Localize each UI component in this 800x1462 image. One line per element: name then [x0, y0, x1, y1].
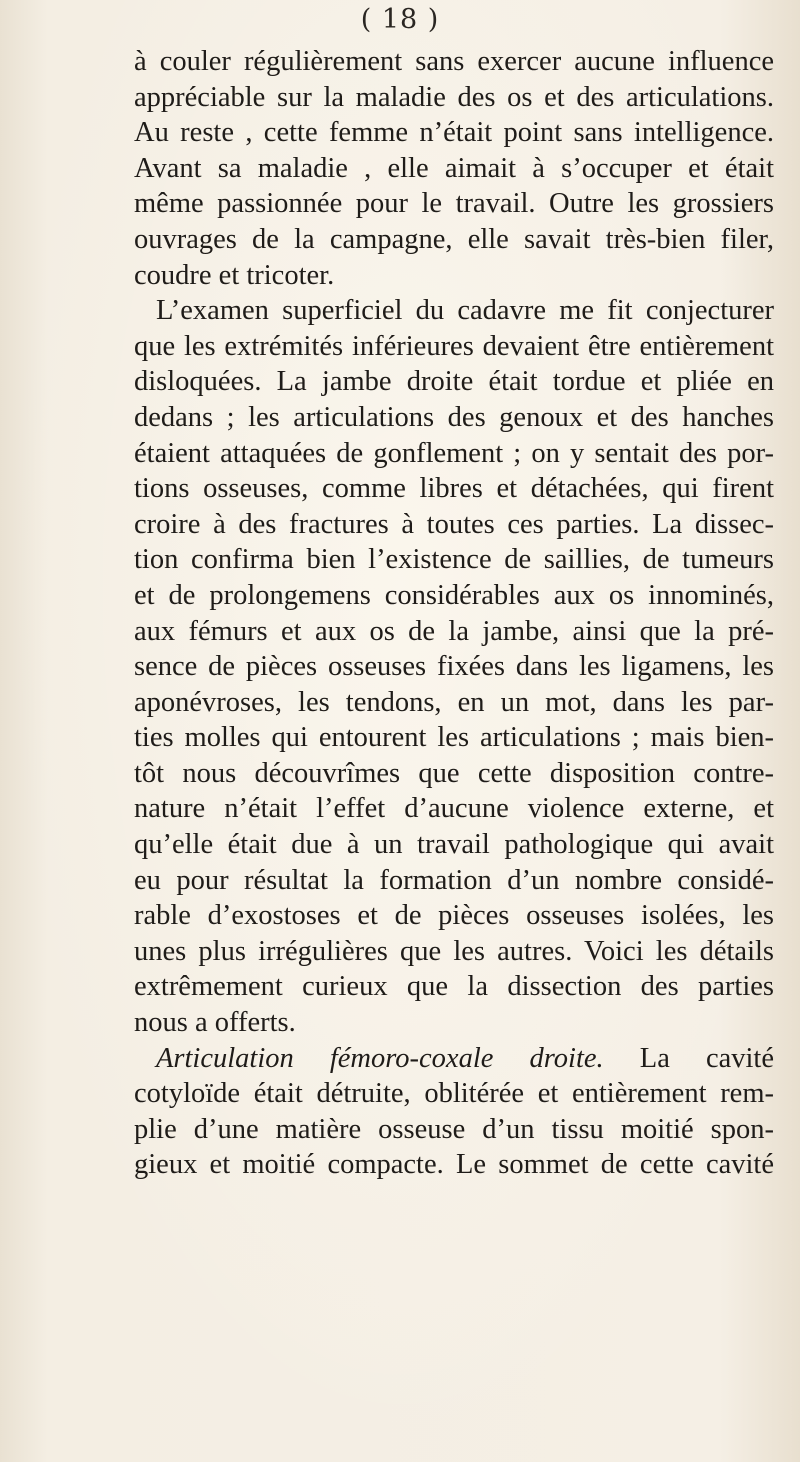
text-fragment: La cavité	[639, 1042, 774, 1074]
text-line: tion confirma bien l’existence de saillies, de tumeurs	[134, 544, 774, 576]
text-line: sence de pièces osseuses fixées dans les ligamens, les	[134, 651, 774, 683]
text-line: aux fémurs et aux os de la jambe, ainsi que la pré-	[134, 615, 774, 647]
text-line: cotyloïde était détruite, oblitérée et entièrement rem-	[134, 1078, 774, 1110]
text-line: gieux et moitié compacte. Le sommet de cette cavité	[134, 1149, 774, 1181]
text-line: unes plus irrégulières que les autres. Voici les détails	[134, 935, 774, 967]
section-heading-line	[134, 1041, 774, 1077]
text-line: Avant sa maladie , elle aimait à s’occuper et était	[134, 152, 774, 184]
page-number: ( 18 )	[360, 4, 440, 35]
text-line: étaient attaquées de gonflement ; on y sentait des por-	[134, 437, 774, 469]
text-line: extrêmement curieux que la dissection des parties	[134, 971, 774, 1003]
text-line: ties molles qui entourent les articulations ; mais bien-	[134, 722, 774, 754]
text-line: coudre et tricoter.	[134, 259, 335, 291]
text-line: et de prolongemens considérables aux os innominés,	[134, 579, 774, 611]
text-line: nature n’était l’effet d’aucune violence externe, et	[134, 793, 774, 825]
text-line: tôt nous découvrîmes que cette disposition contre-	[134, 757, 774, 789]
text-line: à couler régulièrement sans exercer aucune influence	[134, 46, 774, 77]
text-line: aponévroses, les tendons, en un mot, dans les par-	[134, 686, 774, 718]
text-line: Au reste , cette femme n’était point sans intelligence.	[134, 117, 774, 149]
text-line: L’examen superficiel du cadavre me fit conjecturer	[156, 295, 774, 327]
section-heading: Articulation fémoro-coxale droite.	[156, 1042, 604, 1074]
text-line: appréciable sur la maladie des os et des articulations.	[134, 81, 774, 113]
text-line: plie d’une matière osseuse d’un tissu moitié spon-	[134, 1113, 774, 1145]
text-line: rable d’exostoses et de pièces osseuses isolées, les	[134, 900, 774, 932]
text-line: même passionnée pour le travail. Outre les grossiers	[134, 188, 774, 220]
body-text	[134, 44, 774, 1183]
text-line: croire à des fractures à toutes ces parties. La dissec-	[134, 508, 774, 540]
text-line: que les extrémités inférieures devaient être entièrement	[134, 330, 774, 362]
text-line: ouvrages de la campagne, elle savait très-bien filer,	[134, 223, 774, 255]
text-line: dedans ; les articulations des genoux et des hanches	[134, 401, 774, 433]
text-line: qu’elle était due à un travail pathologique qui avait	[134, 829, 774, 861]
text-line: tions osseuses, comme libres et détachées, qui firent	[134, 473, 774, 505]
text-line: nous a offerts.	[134, 1007, 296, 1039]
text-line: eu pour résultat la formation d’un nombre considé-	[134, 864, 774, 896]
text-line: disloquées. La jambe droite était tordue et pliée en	[134, 366, 774, 398]
